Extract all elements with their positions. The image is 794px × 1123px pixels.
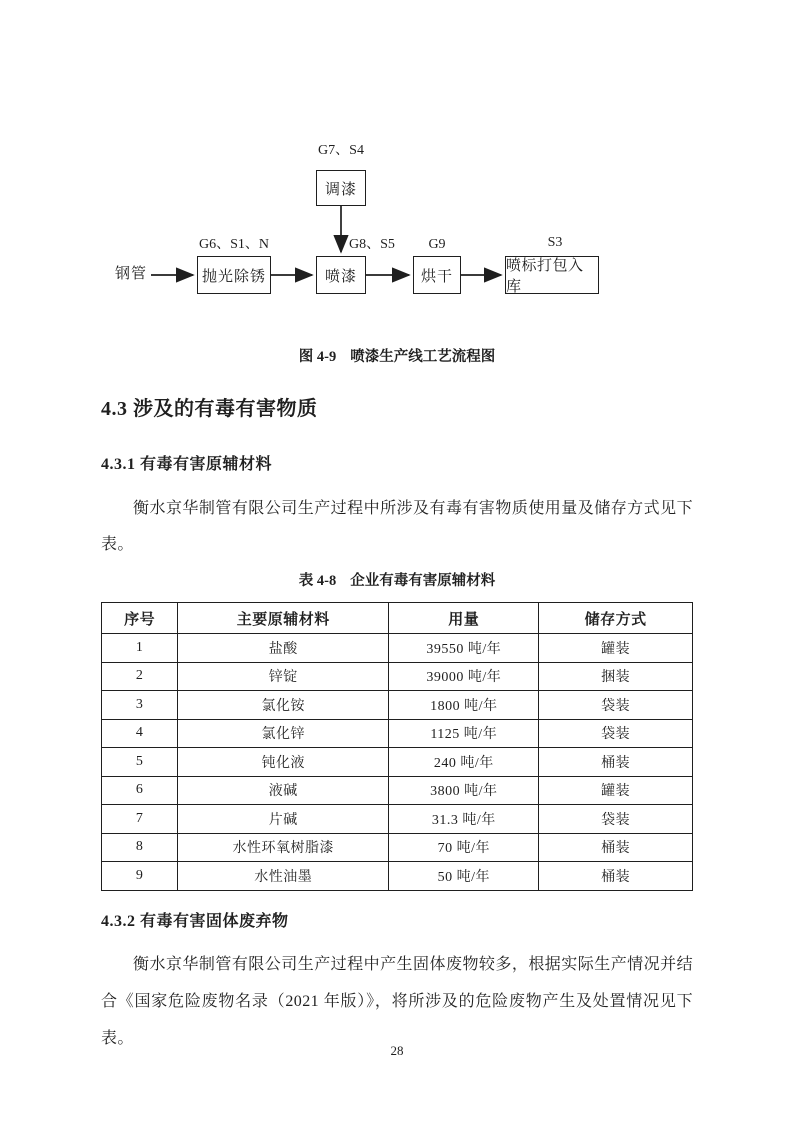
- table-row: [102, 748, 693, 777]
- stream-label-spray-paint: G8、S5: [349, 237, 395, 252]
- table-cell: 片碱: [178, 805, 389, 834]
- table-header-row: [102, 603, 693, 634]
- table-cell: 1: [102, 634, 178, 663]
- flow-source-label: 钢管: [115, 266, 148, 282]
- table-cell: 袋装: [539, 805, 693, 834]
- table-row: [102, 634, 693, 663]
- table-cell: 袋装: [539, 691, 693, 720]
- table-row: [102, 662, 693, 691]
- flow-node-dry: 烘干: [413, 256, 461, 294]
- flow-node-mix-paint: 调漆: [316, 170, 366, 206]
- flow-node-spray-paint: 喷漆: [316, 256, 366, 294]
- table-row: [102, 862, 693, 891]
- table-cell: 8: [102, 833, 178, 862]
- materials-table: [101, 602, 693, 891]
- table-cell: 1800 吨/年: [389, 691, 539, 720]
- table-cell: 盐酸: [178, 634, 389, 663]
- table-row: [102, 776, 693, 805]
- table-cell: 袋装: [539, 719, 693, 748]
- subsection-heading-431: 4.3.1 有毒有害原辅材料: [101, 456, 273, 473]
- table-cell: 钝化液: [178, 748, 389, 777]
- flow-node-polish-derust: 抛光除锈: [197, 256, 271, 294]
- table-cell: 液碱: [178, 776, 389, 805]
- flow-node-mark-pack-store: 喷标打包入库: [505, 256, 599, 294]
- table-cell: 9: [102, 862, 178, 891]
- table-cell: 31.3 吨/年: [389, 805, 539, 834]
- stream-label-pack: S3: [547, 235, 563, 250]
- table-cell: 39000 吨/年: [389, 662, 539, 691]
- table-row: [102, 805, 693, 834]
- table-caption-title: 企业有毒有害原辅材料: [350, 573, 496, 589]
- table-cell: 罐装: [539, 776, 693, 805]
- table-cell: 水性环氧树脂漆: [178, 833, 389, 862]
- table-caption-number: 表 4-8: [298, 573, 337, 589]
- figure-caption: [101, 345, 693, 366]
- page-number: 28: [390, 1043, 404, 1058]
- table-header-cell: 主要原辅材料: [178, 603, 389, 634]
- table-cell: 桶装: [539, 833, 693, 862]
- table-cell: 240 吨/年: [389, 748, 539, 777]
- table-cell: 水性油墨: [178, 862, 389, 891]
- table-header-cell: 储存方式: [539, 603, 693, 634]
- paragraph-materials: 衡水京华制管有限公司生产过程中所涉及有毒有害物质使用量及储存方式见下表。: [101, 500, 693, 553]
- table-cell: 氯化锌: [178, 719, 389, 748]
- stream-label-mix-paint: G7、S4: [318, 143, 364, 158]
- table-cell: 罐装: [539, 634, 693, 663]
- table-row: [102, 833, 693, 862]
- table-cell: 锌锭: [178, 662, 389, 691]
- table-cell: 氯化铵: [178, 691, 389, 720]
- table-cell: 5: [102, 748, 178, 777]
- table-header-cell: 序号: [102, 603, 178, 634]
- table-caption: [101, 569, 693, 590]
- table-cell: 1125 吨/年: [389, 719, 539, 748]
- table-cell: 50 吨/年: [389, 862, 539, 891]
- table-cell: 桶装: [539, 862, 693, 891]
- table-cell: 4: [102, 719, 178, 748]
- table-cell: 桶装: [539, 748, 693, 777]
- flowchart-arrows: [101, 140, 701, 315]
- table-row: [102, 719, 693, 748]
- table-cell: 3800 吨/年: [389, 776, 539, 805]
- paint-line-flowchart: [101, 140, 701, 315]
- table-cell: 3: [102, 691, 178, 720]
- subsection-heading-432: 4.3.2 有毒有害固体废弃物: [101, 912, 289, 930]
- figure-caption-number: 图 4-9: [298, 349, 337, 365]
- table-cell: 6: [102, 776, 178, 805]
- figure-caption-title: 喷漆生产线工艺流程图: [350, 349, 496, 365]
- table-cell: 2: [102, 662, 178, 691]
- table-cell: 39550 吨/年: [389, 634, 539, 663]
- page-content: [0, 140, 794, 1057]
- table-row: [102, 691, 693, 720]
- stream-label-dry: G9: [428, 237, 446, 252]
- table-header-cell: 用量: [389, 603, 539, 634]
- stream-label-polish: G6、S1、N: [198, 237, 269, 252]
- section-heading: 4.3 涉及的有毒有害物质: [101, 398, 318, 420]
- paragraph-solid-waste: 衡水京华制管有限公司生产过程中产生固体废物较多，根据实际生产情况并结合《国家危险废物名录（2021 年版）》，将所涉及的危险废物产生及处置情况见下表。: [101, 955, 693, 1047]
- table-cell: 7: [102, 805, 178, 834]
- table-cell: 捆装: [539, 662, 693, 691]
- table-cell: 70 吨/年: [389, 833, 539, 862]
- materials-table-body: [102, 634, 693, 891]
